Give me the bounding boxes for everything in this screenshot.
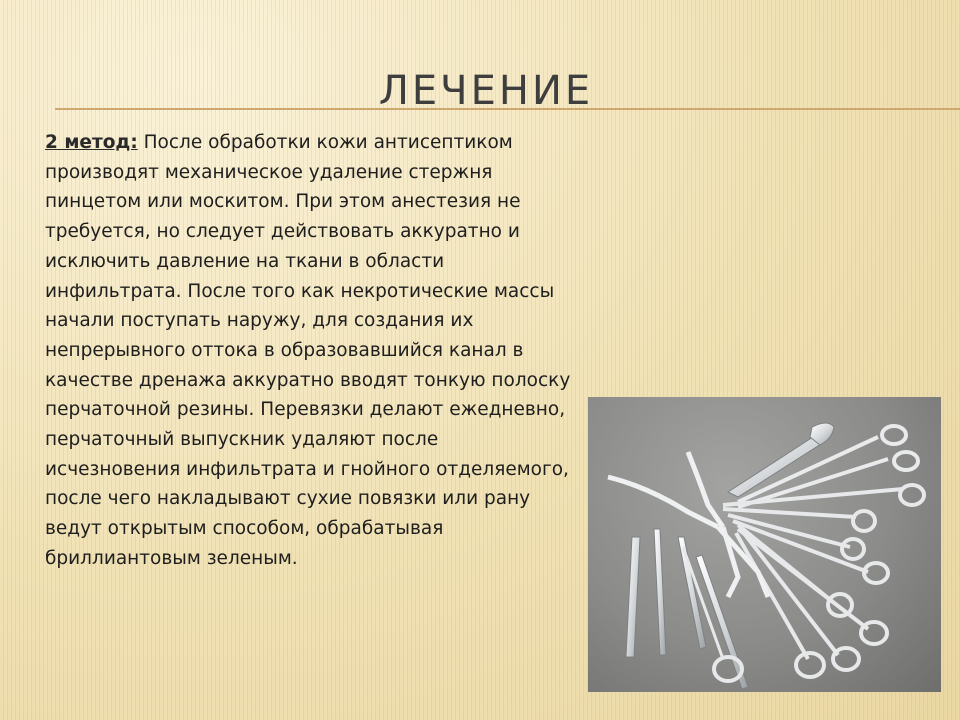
- slide-title-text: ЛЕЧЕНИЕ: [378, 68, 594, 114]
- hemostatic-clamps: [723, 485, 924, 677]
- method-description: После обработки кожи антисептиком производят механическое удаление стержня пинцетом или москитом. При этом анестезия не требуется, но следует действовать аккуратно и исключить давление на ткани в области инфильтрата. После того как некротические массы начали поступать наружу, для создания их непрерывного оттока в образовавшийся канал в качестве дренажа аккуратно вводят тонкую полоску перчаточной резины. Перевязки делают ежедневно, перчаточный выпускник удаляют после исчезновения инфильтрата и гнойного отделяемого, после чего накладывают сухие повязки или рану ведут открытым способом, обрабатывая бриллиантовым зеленым.: [45, 132, 571, 569]
- method-label: 2 метод:: [45, 132, 138, 153]
- body-text: [45, 128, 575, 574]
- scalpel-handle: [728, 423, 834, 497]
- slide-title: [0, 68, 960, 114]
- surgical-instruments-photo: [588, 397, 941, 692]
- surgical-instruments-illustration: [588, 397, 941, 692]
